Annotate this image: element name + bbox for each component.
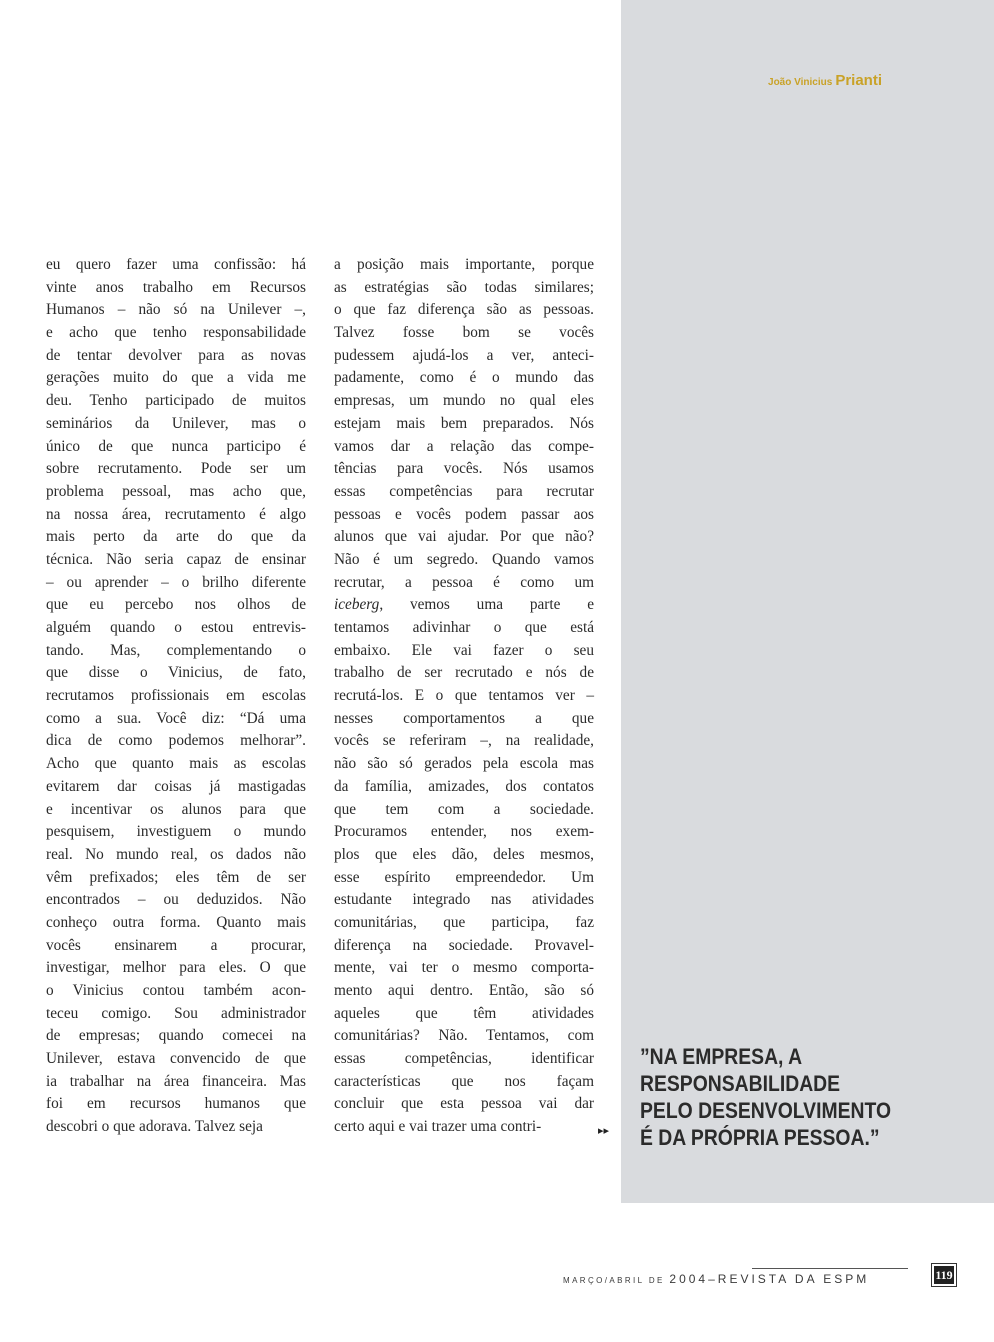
column-2-line: aqueles que têm atividades — [334, 1004, 594, 1022]
column-2-line: embaixo. Ele vai fazer o seu — [334, 641, 594, 659]
column-1-line: ia trabalhar na área financeira. Mas — [46, 1072, 306, 1090]
footer-month: MARÇO/ABRIL DE — [563, 1276, 670, 1285]
column-1-line: o Vinicius contou também acon- — [46, 982, 306, 999]
author-first-name: João Vinicius — [768, 77, 833, 88]
column-1-line: real. No mundo real, os dados não — [46, 845, 306, 863]
column-2-line: nesses comportamentos a que — [334, 709, 594, 727]
column-2-line: o que faz diferença são as pessoas. — [334, 301, 594, 319]
column-2-line: recrutar, a pessoa é como um — [334, 573, 594, 591]
column-1-line: único de que nunca participo é — [46, 437, 306, 455]
column-2-line: plos que eles dão, deles mesmos, — [334, 845, 594, 863]
column-2-line: tentamos adivinhar o que está — [334, 619, 594, 636]
column-1-line: que eu percebo nos olhos de — [46, 596, 306, 614]
column-2-line: concluir que esta pessoa vai dar — [334, 1095, 594, 1113]
column-2-line: iceberg, vemos uma parte e — [334, 596, 594, 614]
column-1-line: técnica. Não seria capaz de ensinar — [46, 550, 306, 568]
column-2-line: mento aqui dentro. Então, são só — [334, 982, 594, 999]
column-2-line: trabalho de ser recrutado e nós de — [334, 664, 594, 682]
column-2-line: mente, vai ter o mesmo comporta- — [334, 959, 594, 977]
page-number-box — [931, 1263, 957, 1287]
column-1-line: na nossa área, recrutamento é algo — [46, 505, 306, 523]
column-2-line: Talvez fosse bom se vocês — [334, 324, 594, 342]
column-1-line: vêm prefixados; eles têm de ser — [46, 868, 306, 886]
column-2-line: esse espírito empreendedor. Um — [334, 868, 594, 886]
column-1-line: deu. Tenho participado de muitos — [46, 392, 306, 410]
column-2-line: Não é um segredo. Quando vamos — [334, 550, 594, 568]
column-2-line: pudessem ajudá-los a ver, anteci- — [334, 346, 594, 364]
column-1-line: Unilever, estava convencido de que — [46, 1050, 306, 1068]
author-last-name: Prianti — [835, 72, 882, 89]
column-2-line: essas competências para recrutar — [334, 482, 594, 500]
column-1-line: como a sua. Você diz: “Dá uma — [46, 709, 306, 727]
column-2-line: da família, amizades, dos contatos — [334, 777, 594, 795]
column-2-line: alunos que vai ajudar. Por que não? — [334, 528, 594, 546]
column-2-line: estudante integrado nas atividades — [334, 891, 594, 909]
pull-quote-line: É DA PRÓPRIA PESSOA.” — [640, 1125, 880, 1150]
column-1-line: evitarem dar coisas já mastigadas — [46, 777, 306, 795]
column-2-line: certo aqui e vai trazer uma contri- — [334, 1118, 542, 1136]
column-1-line: vocês ensinarem a procurar, — [46, 936, 306, 954]
footer-year: 2004 — [669, 1272, 709, 1286]
column-2-line: não são só gerados pela escola mas — [334, 755, 594, 773]
column-1-line: foi em recursos humanos que — [46, 1095, 306, 1113]
column-2-line: as estratégias são todas similares; — [334, 278, 594, 296]
column-1-line: e acho que tenho responsabilidade — [46, 324, 306, 342]
column-1-line: sobre recrutamento. Pode ser um — [46, 460, 306, 478]
column-1-line: descobri o que adorava. Talvez seja — [46, 1118, 263, 1136]
column-2-line: vocês se referiram –, na realidade, — [334, 732, 594, 750]
column-1-line: dica de como podemos melhorar”. — [46, 732, 306, 750]
column-2-line: a posição mais importante, porque — [334, 256, 594, 273]
footer-running-title — [563, 1270, 869, 1288]
column-2-line: empresas, um mundo no qual eles — [334, 392, 594, 410]
column-1-line: que disse o Vinicius, de fato, — [46, 664, 306, 682]
footer-separator: – — [708, 1272, 718, 1286]
column-2-line: pessoas e vocês podem passar aos — [334, 505, 594, 523]
column-2-line: vamos dar a relação das compe- — [334, 437, 594, 455]
pull-quote-line: RESPONSABILIDADE — [640, 1071, 841, 1096]
column-1-line: de empresas; quando comecei na — [46, 1027, 306, 1045]
column-2-line: comunitárias, que participa, faz — [334, 913, 594, 931]
column-2-line: tências para vocês. Nós usamos — [334, 460, 594, 478]
column-2-line: estejam mais bem preparados. Nós — [334, 414, 594, 432]
page-number: 119 — [935, 1268, 953, 1282]
column-1-line: eu quero fazer uma confissão: há — [46, 256, 306, 273]
column-1-line: tando. Mas, complementando o — [46, 641, 306, 659]
column-2-line: Procuramos entender, nos exem- — [334, 823, 594, 841]
column-2-line: comunitárias? Não. Tentamos, com — [334, 1027, 594, 1045]
column-2-line: diferença na sociedade. Provavel- — [334, 936, 594, 954]
column-1-line: problema pessoal, mas acho que, — [46, 482, 306, 500]
column-1-line: vinte anos trabalho em Recursos — [46, 278, 306, 296]
author-credit — [768, 72, 882, 90]
column-1-line: Humanos – não só na Unilever –, — [46, 301, 306, 319]
column-1-line: e incentivar os alunos para que — [46, 800, 306, 818]
column-2-line: essas competências, identificar — [334, 1050, 594, 1068]
pull-quote — [640, 1043, 904, 1151]
text-column-1 — [46, 254, 306, 1139]
column-1-line: de tentar devolver para as novas — [46, 346, 306, 364]
footer-rule — [752, 1268, 908, 1269]
pull-quote-line: ”NA EMPRESA, A — [640, 1044, 803, 1069]
column-1-line: conheço outra forma. Quanto mais — [46, 913, 306, 931]
column-1-line: pesquisem, investiguem o mundo — [46, 823, 306, 841]
column-1-line: teceu comigo. Sou administrador — [46, 1004, 306, 1022]
pull-quote-line: PELO DESENVOLVIMENTO — [640, 1098, 892, 1123]
column-2-line: que tem com a sociedade. — [334, 800, 594, 818]
text-column-2 — [334, 254, 594, 1139]
column-1-line: mais perto da arte do que da — [46, 528, 306, 546]
column-1-line: gerações muito do que a vida me — [46, 369, 306, 387]
continued-arrow-icon: ▸▸ — [598, 1124, 610, 1137]
column-1-line: alguém quando o estou entrevis- — [46, 619, 306, 636]
footer-magazine: REVISTA DA ESPM — [717, 1272, 870, 1286]
column-1-line: investigar, melhor para eles. O que — [46, 959, 306, 977]
column-1-line: seminários da Unilever, mas o — [46, 414, 306, 432]
column-2-line: características que nos façam — [334, 1072, 594, 1090]
column-1-line: encontrados – ou deduzidos. Não — [46, 891, 306, 909]
column-1-line: recrutamos profissionais em escolas — [46, 687, 306, 705]
column-1-line: – ou aprender – o brilho diferente — [46, 573, 306, 591]
column-2-line: recrutá-los. E o que tentamos ver – — [334, 687, 594, 705]
column-1-line: Acho que quanto mais as escolas — [46, 755, 306, 773]
column-2-line: padamente, como é o mundo das — [334, 369, 594, 387]
sidebar-panel — [621, 0, 994, 1203]
